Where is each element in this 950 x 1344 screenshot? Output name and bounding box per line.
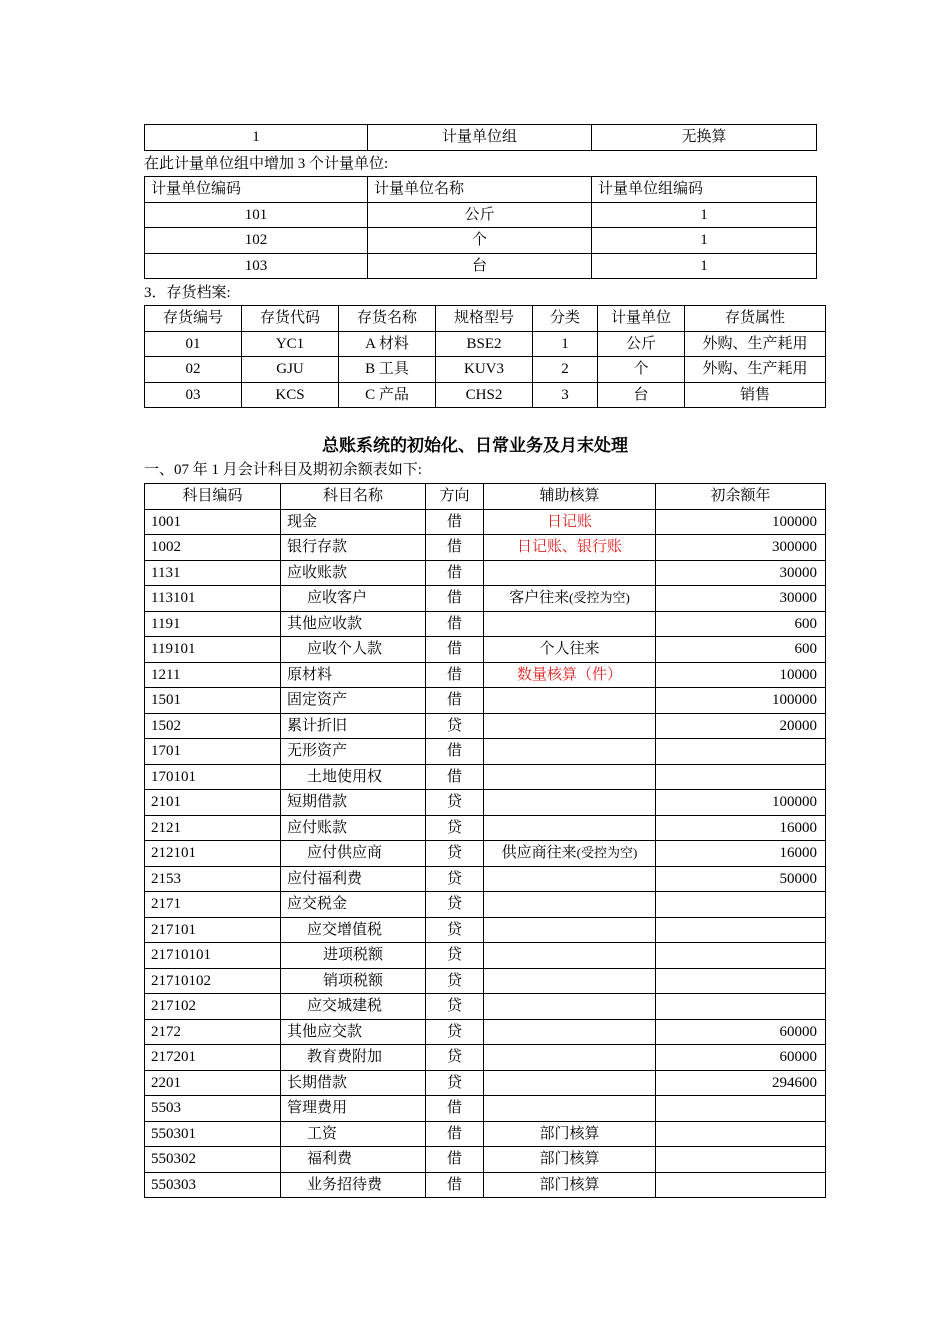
table-row xyxy=(145,790,826,816)
balance-cell: 30000 xyxy=(656,560,826,586)
table-header-row xyxy=(145,484,826,510)
account-name-cell: 其他应收款 xyxy=(281,611,426,637)
balance-cell: 16000 xyxy=(656,841,826,867)
account-name-cell: 长期借款 xyxy=(281,1070,426,1096)
account-name-cell: 应收账款 xyxy=(281,560,426,586)
table-row xyxy=(145,943,826,969)
account-code-cell: 217101 xyxy=(145,917,281,943)
account-name-cell: 应付账款 xyxy=(281,815,426,841)
account-name-cell: 应交城建税 xyxy=(281,994,426,1020)
column-header: 存货属性 xyxy=(685,306,826,332)
auxiliary-cell xyxy=(484,1019,656,1045)
account-name-cell: 业务招待费 xyxy=(281,1172,426,1198)
auxiliary-text: 客户往来 xyxy=(509,590,570,607)
table-row xyxy=(145,841,826,867)
table-cell: 外购、生产耗用 xyxy=(685,331,826,357)
direction-cell: 借 xyxy=(426,1121,484,1147)
account-name-cell: 福利费 xyxy=(281,1147,426,1173)
section-title: 总账系统的初始化、日常业务及月末处理 xyxy=(322,436,628,455)
column-header: 分类 xyxy=(533,306,598,332)
account-code-cell: 1701 xyxy=(145,739,281,765)
direction-cell: 贷 xyxy=(426,892,484,918)
auxiliary-cell xyxy=(484,713,656,739)
direction-cell: 借 xyxy=(426,611,484,637)
auxiliary-text: 日记账 xyxy=(546,513,592,530)
account-name-cell: 工资 xyxy=(281,1121,426,1147)
table-cell: YC1 xyxy=(242,331,339,357)
table-row xyxy=(145,611,826,637)
table-cell: 计量单位组 xyxy=(368,125,592,151)
column-header: 辅助核算 xyxy=(484,484,656,510)
direction-cell: 贷 xyxy=(426,943,484,969)
account-code-cell: 21710101 xyxy=(145,943,281,969)
balance-cell: 100000 xyxy=(656,509,826,535)
units-table xyxy=(144,176,817,279)
direction-cell: 借 xyxy=(426,509,484,535)
table-row xyxy=(145,1096,826,1122)
add-units-label: 在此计量单位组中增加 3 个计量单位: xyxy=(144,156,389,172)
table-cell: 103 xyxy=(145,253,368,279)
accounts-table xyxy=(144,483,826,1198)
auxiliary-text: 部门核算 xyxy=(539,1125,600,1142)
unit-group-table xyxy=(144,124,817,151)
table-cell: 02 xyxy=(145,357,242,383)
balance-cell: 600 xyxy=(656,611,826,637)
table-cell: 102 xyxy=(145,228,368,254)
account-code-cell: 170101 xyxy=(145,764,281,790)
auxiliary-cell xyxy=(484,1147,656,1173)
account-name-cell: 进项税额 xyxy=(281,943,426,969)
auxiliary-cell xyxy=(484,1096,656,1122)
auxiliary-text: 个人往来 xyxy=(539,641,600,658)
auxiliary-cell xyxy=(484,866,656,892)
balance-cell xyxy=(656,917,826,943)
balance-cell xyxy=(656,892,826,918)
account-name-cell: 短期借款 xyxy=(281,790,426,816)
table-row xyxy=(145,994,826,1020)
table-row xyxy=(145,586,826,612)
balance-cell: 60000 xyxy=(656,1019,826,1045)
auxiliary-cell xyxy=(484,790,656,816)
table-row xyxy=(145,560,826,586)
direction-cell: 借 xyxy=(426,535,484,561)
table-row xyxy=(145,382,826,408)
balance-cell: 100000 xyxy=(656,790,826,816)
table-row xyxy=(145,535,826,561)
account-code-cell: 21710102 xyxy=(145,968,281,994)
balance-cell: 30000 xyxy=(656,586,826,612)
account-code-cell: 550301 xyxy=(145,1121,281,1147)
auxiliary-cell xyxy=(484,611,656,637)
balance-cell xyxy=(656,739,826,765)
account-code-cell: 1131 xyxy=(145,560,281,586)
direction-cell: 借 xyxy=(426,764,484,790)
account-name-cell: 管理费用 xyxy=(281,1096,426,1122)
table-row xyxy=(145,1172,826,1198)
balance-cell xyxy=(656,968,826,994)
auxiliary-cell xyxy=(484,943,656,969)
account-name-cell: 土地使用权 xyxy=(281,764,426,790)
table-row xyxy=(145,866,826,892)
account-name-cell: 应交增值税 xyxy=(281,917,426,943)
table-cell: 1 xyxy=(145,125,368,151)
table-row xyxy=(145,815,826,841)
account-code-cell: 2153 xyxy=(145,866,281,892)
auxiliary-cell xyxy=(484,1045,656,1071)
table-cell: 1 xyxy=(592,202,817,228)
auxiliary-note: (受控为空) xyxy=(569,590,630,606)
account-code-cell: 212101 xyxy=(145,841,281,867)
table-row xyxy=(145,253,817,279)
column-header: 计量单位 xyxy=(598,306,685,332)
auxiliary-text: 供应商往来 xyxy=(501,845,577,862)
column-header: 规格型号 xyxy=(436,306,533,332)
column-header: 计量单位名称 xyxy=(368,177,592,203)
table-cell: 01 xyxy=(145,331,242,357)
table-cell: 外购、生产耗用 xyxy=(685,357,826,383)
account-code-cell: 1502 xyxy=(145,713,281,739)
table-row xyxy=(145,1019,826,1045)
account-name-cell: 其他应交款 xyxy=(281,1019,426,1045)
auxiliary-cell xyxy=(484,1070,656,1096)
direction-cell: 贷 xyxy=(426,815,484,841)
table-cell: KUV3 xyxy=(436,357,533,383)
auxiliary-cell xyxy=(484,586,656,612)
direction-cell: 贷 xyxy=(426,866,484,892)
table-row xyxy=(145,688,826,714)
table-row xyxy=(145,713,826,739)
account-code-cell: 217201 xyxy=(145,1045,281,1071)
direction-cell: 借 xyxy=(426,1096,484,1122)
auxiliary-text: 部门核算 xyxy=(539,1176,600,1193)
direction-cell: 借 xyxy=(426,560,484,586)
auxiliary-cell xyxy=(484,968,656,994)
balance-cell: 50000 xyxy=(656,866,826,892)
direction-cell: 借 xyxy=(426,586,484,612)
table-cell: B 工具 xyxy=(339,357,436,383)
column-header: 方向 xyxy=(426,484,484,510)
table-row xyxy=(145,509,826,535)
table-cell: 个 xyxy=(598,357,685,383)
account-code-cell: 1501 xyxy=(145,688,281,714)
auxiliary-note: (受控为空) xyxy=(576,845,638,861)
direction-cell: 借 xyxy=(426,637,484,663)
balance-cell xyxy=(656,1147,826,1173)
table-cell: 1 xyxy=(592,253,817,279)
table-header-row xyxy=(145,306,826,332)
table-cell: GJU xyxy=(242,357,339,383)
account-name-cell: 银行存款 xyxy=(281,535,426,561)
direction-cell: 贷 xyxy=(426,1019,484,1045)
account-code-cell: 2172 xyxy=(145,1019,281,1045)
table-row xyxy=(145,662,826,688)
table-cell: 101 xyxy=(145,202,368,228)
direction-cell: 贷 xyxy=(426,968,484,994)
direction-cell: 贷 xyxy=(426,841,484,867)
table-cell: 03 xyxy=(145,382,242,408)
accounts-label: 一、07 年 1 月会计科目及期初余额表如下: xyxy=(144,462,422,478)
column-header: 存货名称 xyxy=(339,306,436,332)
account-code-cell: 217102 xyxy=(145,994,281,1020)
column-header: 存货代码 xyxy=(242,306,339,332)
table-cell: BSE2 xyxy=(436,331,533,357)
direction-cell: 贷 xyxy=(426,713,484,739)
account-name-cell: 销项税额 xyxy=(281,968,426,994)
auxiliary-cell xyxy=(484,560,656,586)
column-header: 存货编号 xyxy=(145,306,242,332)
account-code-cell: 550303 xyxy=(145,1172,281,1198)
account-code-cell: 1002 xyxy=(145,535,281,561)
auxiliary-cell xyxy=(484,637,656,663)
direction-cell: 贷 xyxy=(426,1045,484,1071)
table-cell: 台 xyxy=(368,253,592,279)
balance-cell xyxy=(656,764,826,790)
account-name-cell: 累计折旧 xyxy=(281,713,426,739)
auxiliary-cell xyxy=(484,994,656,1020)
balance-cell: 10000 xyxy=(656,662,826,688)
table-row xyxy=(145,739,826,765)
account-code-cell: 2201 xyxy=(145,1070,281,1096)
balance-cell: 294600 xyxy=(656,1070,826,1096)
table-cell: C 产品 xyxy=(339,382,436,408)
account-code-cell: 1211 xyxy=(145,662,281,688)
table-row xyxy=(145,892,826,918)
column-header: 计量单位组编码 xyxy=(592,177,817,203)
table-cell: 1 xyxy=(592,228,817,254)
account-code-cell: 2171 xyxy=(145,892,281,918)
table-header-row xyxy=(145,177,817,203)
table-row xyxy=(145,1121,826,1147)
balance-cell xyxy=(656,994,826,1020)
balance-cell: 300000 xyxy=(656,535,826,561)
balance-cell: 100000 xyxy=(656,688,826,714)
table-row xyxy=(145,125,817,151)
account-code-cell: 1191 xyxy=(145,611,281,637)
auxiliary-cell xyxy=(484,509,656,535)
account-name-cell: 现金 xyxy=(281,509,426,535)
auxiliary-cell xyxy=(484,917,656,943)
auxiliary-cell xyxy=(484,815,656,841)
column-header: 科目编码 xyxy=(145,484,281,510)
auxiliary-text: 日记账、银行账 xyxy=(516,539,622,556)
auxiliary-cell xyxy=(484,1121,656,1147)
table-row xyxy=(145,1147,826,1173)
auxiliary-cell xyxy=(484,841,656,867)
direction-cell: 借 xyxy=(426,688,484,714)
auxiliary-cell xyxy=(484,1172,656,1198)
table-cell: 公斤 xyxy=(598,331,685,357)
account-code-cell: 1001 xyxy=(145,509,281,535)
account-name-cell: 无形资产 xyxy=(281,739,426,765)
column-header: 初余额年 xyxy=(656,484,826,510)
auxiliary-cell xyxy=(484,892,656,918)
table-cell: 台 xyxy=(598,382,685,408)
direction-cell: 贷 xyxy=(426,1070,484,1096)
table-row xyxy=(145,331,826,357)
table-cell: 2 xyxy=(533,357,598,383)
account-name-cell: 应收客户 xyxy=(281,586,426,612)
auxiliary-cell xyxy=(484,662,656,688)
table-row xyxy=(145,917,826,943)
auxiliary-text: 数量核算（件） xyxy=(516,666,622,683)
table-cell: CHS2 xyxy=(436,382,533,408)
account-code-cell: 119101 xyxy=(145,637,281,663)
table-cell: 无换算 xyxy=(592,125,817,151)
table-cell: 3 xyxy=(533,382,598,408)
table-row xyxy=(145,637,826,663)
table-row xyxy=(145,1070,826,1096)
account-name-cell: 原材料 xyxy=(281,662,426,688)
auxiliary-cell xyxy=(484,535,656,561)
table-cell: 销售 xyxy=(685,382,826,408)
account-name-cell: 应交税金 xyxy=(281,892,426,918)
balance-cell xyxy=(656,1172,826,1198)
balance-cell: 60000 xyxy=(656,1045,826,1071)
account-name-cell: 应付福利费 xyxy=(281,866,426,892)
direction-cell: 借 xyxy=(426,1147,484,1173)
table-row xyxy=(145,202,817,228)
balance-cell: 20000 xyxy=(656,713,826,739)
account-code-cell: 2121 xyxy=(145,815,281,841)
balance-cell: 600 xyxy=(656,637,826,663)
table-cell: KCS xyxy=(242,382,339,408)
account-code-cell: 2101 xyxy=(145,790,281,816)
table-cell: 个 xyxy=(368,228,592,254)
table-cell: 1 xyxy=(533,331,598,357)
balance-cell xyxy=(656,943,826,969)
column-header: 计量单位编码 xyxy=(145,177,368,203)
direction-cell: 借 xyxy=(426,1172,484,1198)
auxiliary-text: 部门核算 xyxy=(539,1151,600,1168)
table-row xyxy=(145,228,817,254)
account-name-cell: 应付供应商 xyxy=(281,841,426,867)
inventory-label: 3．存货档案: xyxy=(144,285,231,301)
auxiliary-cell xyxy=(484,739,656,765)
direction-cell: 贷 xyxy=(426,994,484,1020)
auxiliary-cell xyxy=(484,688,656,714)
table-row xyxy=(145,764,826,790)
direction-cell: 贷 xyxy=(426,917,484,943)
table-cell: 公斤 xyxy=(368,202,592,228)
inventory-table xyxy=(144,305,826,408)
table-row xyxy=(145,968,826,994)
balance-cell xyxy=(656,1096,826,1122)
account-name-cell: 应收个人款 xyxy=(281,637,426,663)
balance-cell: 16000 xyxy=(656,815,826,841)
table-row xyxy=(145,1045,826,1071)
account-code-cell: 550302 xyxy=(145,1147,281,1173)
account-name-cell: 教育费附加 xyxy=(281,1045,426,1071)
table-row xyxy=(145,357,826,383)
table-cell: A 材料 xyxy=(339,331,436,357)
direction-cell: 贷 xyxy=(426,790,484,816)
direction-cell: 借 xyxy=(426,662,484,688)
balance-cell xyxy=(656,1121,826,1147)
account-name-cell: 固定资产 xyxy=(281,688,426,714)
column-header: 科目名称 xyxy=(281,484,426,510)
auxiliary-cell xyxy=(484,764,656,790)
account-code-cell: 113101 xyxy=(145,586,281,612)
account-code-cell: 5503 xyxy=(145,1096,281,1122)
direction-cell: 借 xyxy=(426,739,484,765)
